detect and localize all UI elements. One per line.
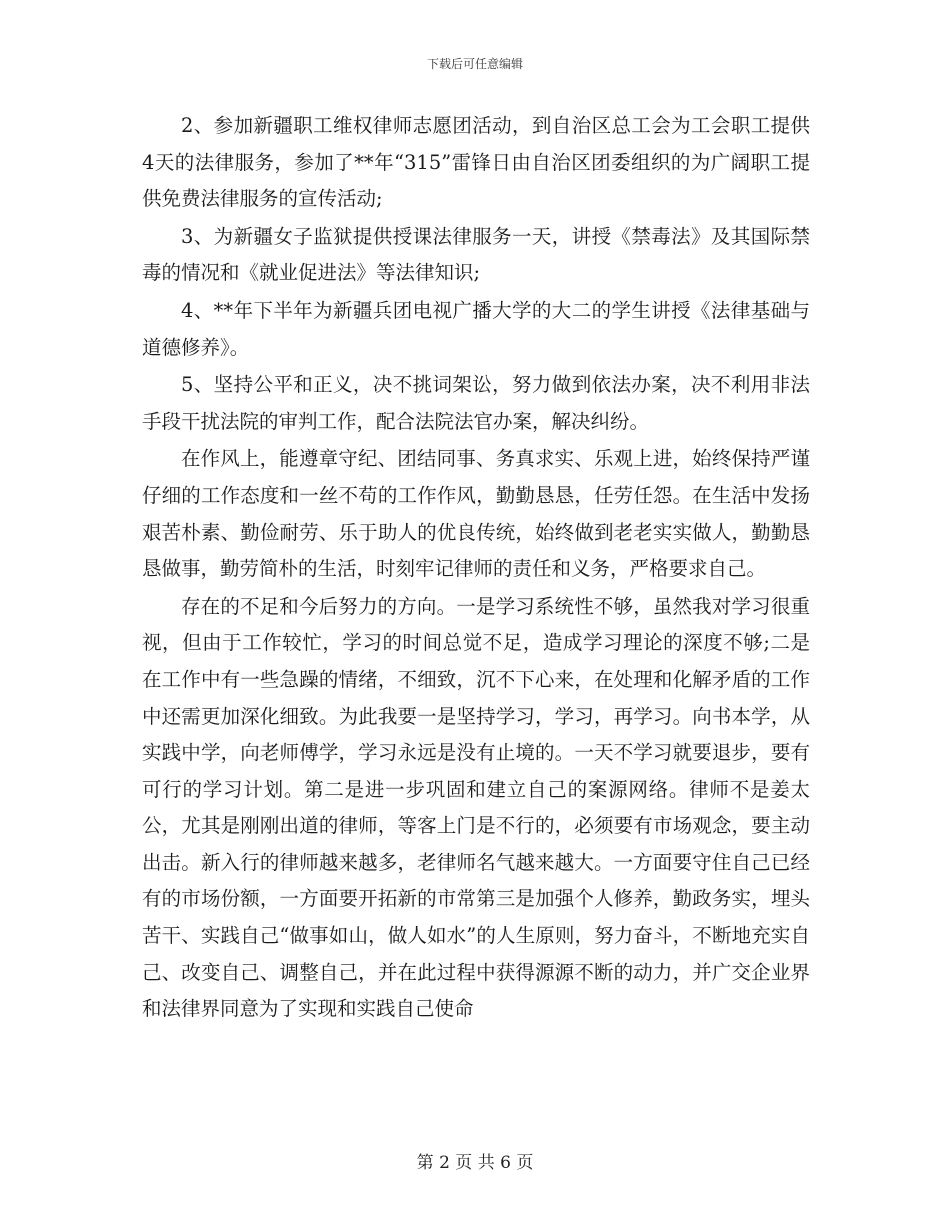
paragraph-item-5: 5、坚持公平和正义，决不挑词架讼，努力做到依法办案，决不利用非法手段干扰法院的审判工作，配合法院法官办案，解决纠纷。 xyxy=(142,373,810,433)
page-header: 下载后可任意编辑 xyxy=(426,57,523,71)
paragraph-item-3: 3、为新疆女子监狱提供授课法律服务一天，讲授《禁毒法》及其国际禁毒的情况和《就业促进法》等法律知识; xyxy=(142,224,810,285)
document-body xyxy=(142,108,810,1029)
paragraph-work-style: 在作风上，能遵章守纪、团结同事、务真求实、乐观上进，始终保持严谨仔细的工作态度和一丝不苟的工作作风，勤勤恳恳，任劳任怨。在生活中发扬艰苦朴素、勤俭耐劳、乐于助人的优良传统，始终做到老老实实做人，勤勤恳恳做事，勤劳简朴的生活，时刻牢记律师的责任和义务，严格要求自己。 xyxy=(142,447,810,581)
paragraph-shortcomings: 存在的不足和今后努力的方向。一是学习系统性不够，虽然我对学习很重视，但由于工作较忙，学习的时间总觉不足，造成学习理论的深度不够;二是在工作中有一些急躁的情绪，不细致，沉不下心来，在处理和化解矛盾的工作中还需更加深化细致。为此我要一是坚持学习，学习，再学习。向书本学，从实践中学，向老师傅学，学习永远是没有止境的。一天不学习就要退步，要有可行的学习计划。第二是进一步巩固和建立自己的案源网络。律师不是姜太公，尤其是刚刚出道的律师，等客上门是不行的，必须要有市场观念，要主动出击。新入行的律师越来越多，老律师名气越来越大。一方面要守住自己已经有的市场份额，一方面要开拓新的市常第三是加强个人修养，勤政务实，埋头苦干、实践自己“做事如山，做人如水”的人生原则，努力奋斗，不断地充实自己、改变自己、调整自己，并在此过程中获得源源不断的动力，并广交企业界和法律界同意为了实现和实践自己使命 xyxy=(142,594,810,1021)
paragraph-item-4: 4、**年下半年为新疆兵团电视广播大学的大二的学生讲授《法律基础与道德修养》。 xyxy=(142,298,810,359)
paragraph-item-2: 2、参加新疆职工维权律师志愿团活动，到自治区总工会为工会职工提供4天的法律服务，参加了**年“315”雷锋日由自治区团委组织的为广阔职工提供免费法律服务的宣传活动; xyxy=(142,114,810,211)
page-footer: 第 2 页 共 6 页 xyxy=(416,1153,534,1173)
